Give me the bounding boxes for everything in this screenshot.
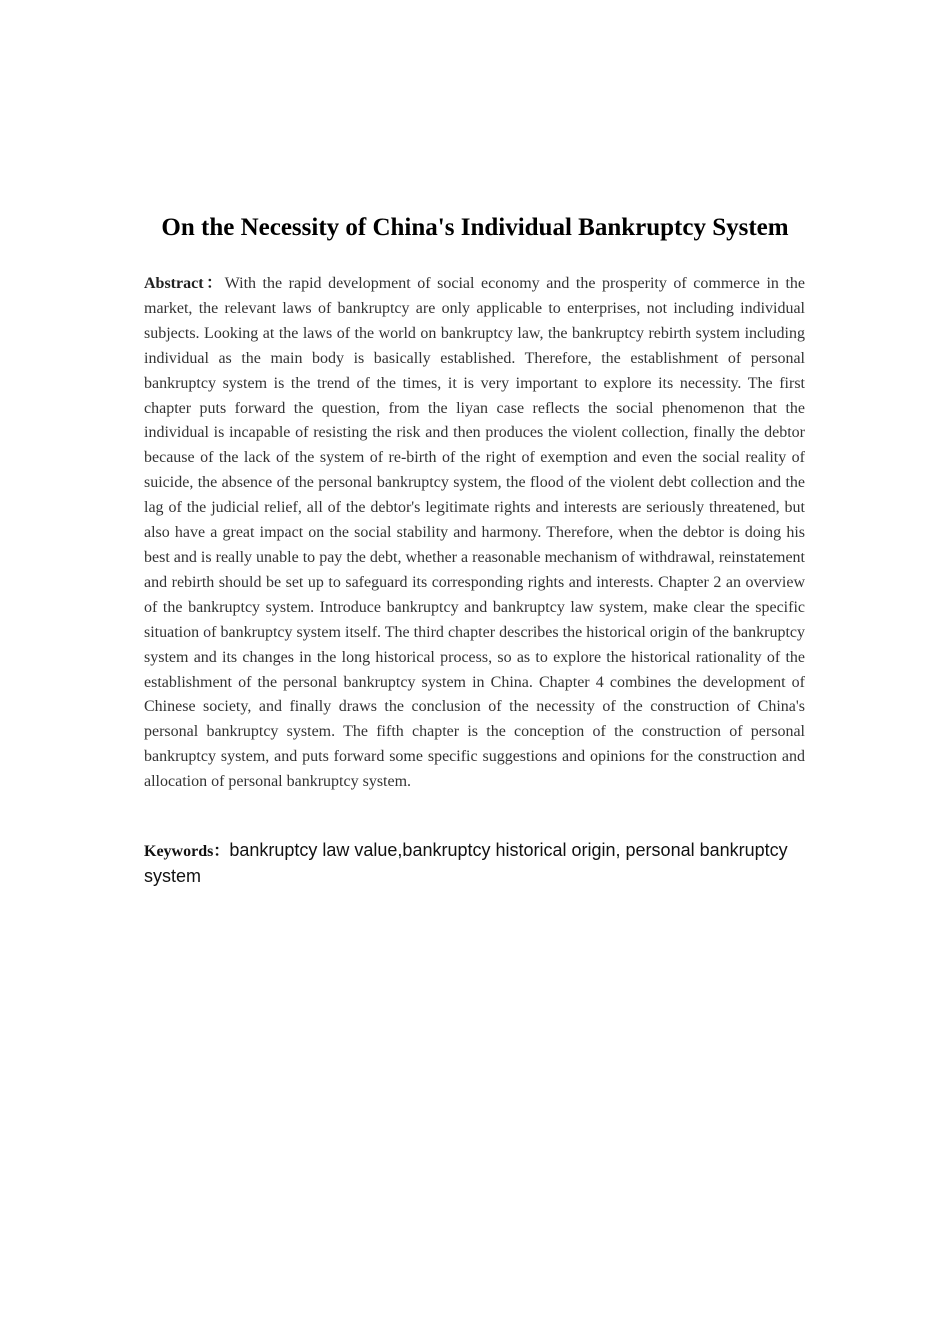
keywords-text: bankruptcy law value,bankruptcy historical origin, personal bankruptcy system [144, 840, 788, 886]
page-title: On the Necessity of China's Individual Bankruptcy System [161, 214, 789, 241]
abstract-paragraph [144, 272, 805, 795]
abstract-label: Abstract： [144, 275, 225, 292]
abstract-text: With the rapid development of social economy and the prosperity of commerce in the market, the relevant laws of bankruptcy are only applicable to enterprises, not including individual subjects. Looking at the laws of the world on bankruptcy law, the bankruptcy rebirth system including individual as the main body is basically established. Therefore, the establishment of personal bankruptcy system is the trend of the times, it is very important to explore its necessity. The first chapter puts forward the question, from the liyan case reflects the social phenomenon that the individual is incapable of resisting the risk and then produces the violent collection, finally the debtor because of the lack of the system of re-birth of the right of exemption and even the social reality of suicide, the absence of the personal bankruptcy system, the flood of the violent debt collection and the lag of the judicial relief, all of the debtor's legitimate rights and interests are seriously threatened, but also have a great impact on the social stability and harmony. Therefore, when the debtor is doing his best and is really unable to pay the debt, whether a reasonable mechanism of withdrawal, reinstatement and rebirth should be set up to safeguard its corresponding rights and interests. Chapter 2 an overview of the bankruptcy system. Introduce bankruptcy and bankruptcy law system, make clear the specific situation of bankruptcy system itself. The third chapter describes the historical origin of the bankruptcy system and its changes in the long historical process, so as to explore the historical rationality of the establishment of the personal bankruptcy system in China. Chapter 4 combines the development of Chinese society, and finally draws the conclusion of the necessity of the construction of China's personal bankruptcy system. The fifth chapter is the conception of the construction of personal bankruptcy system, and puts forward some specific suggestions and opinions for the construction and allocation of personal bankruptcy system. [144, 275, 805, 791]
keywords-paragraph [144, 838, 805, 890]
keywords-label: Keywords： [144, 843, 230, 860]
